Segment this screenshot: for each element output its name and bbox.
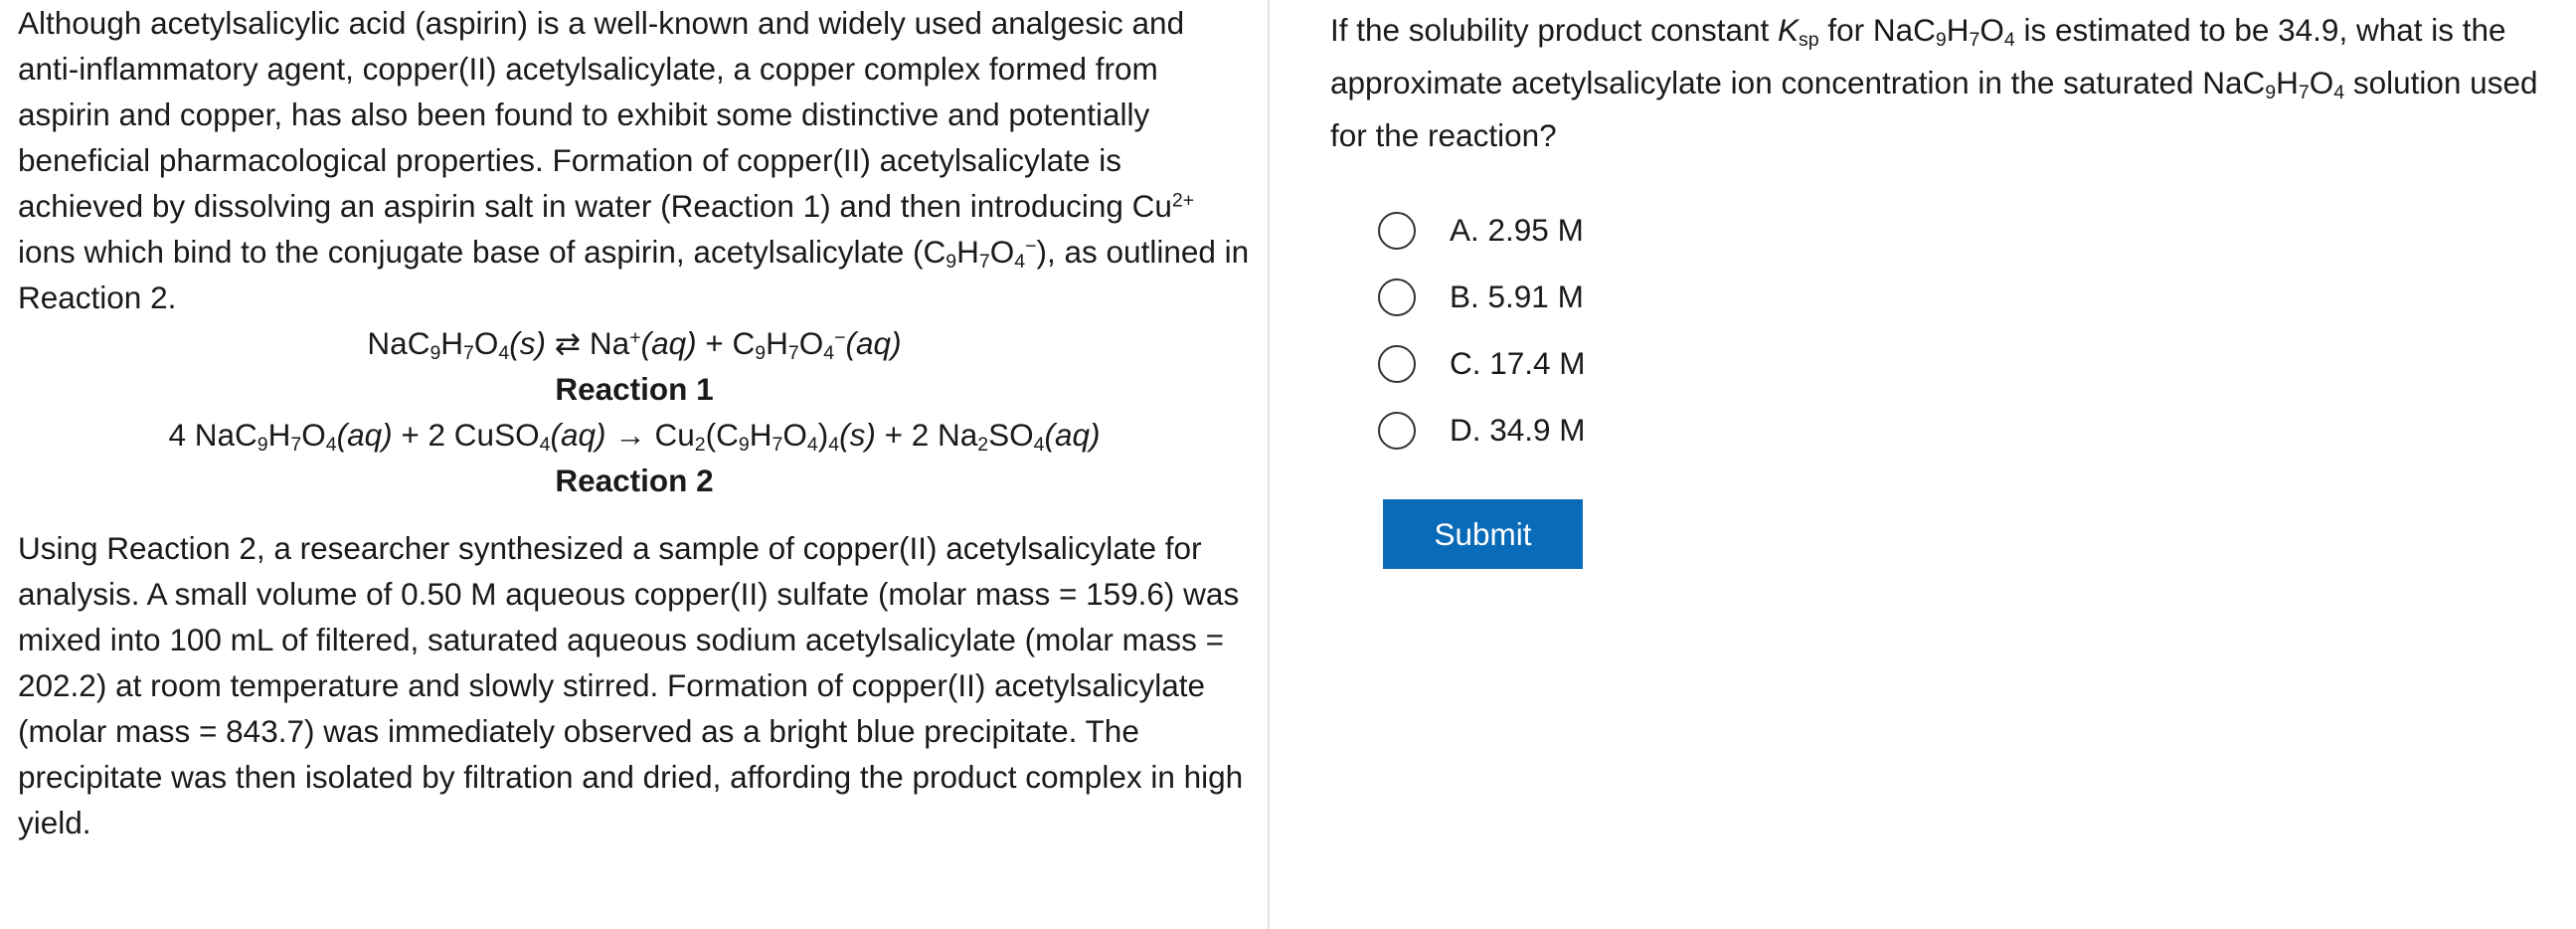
formula-text: (C <box>705 417 739 453</box>
subscript: 9 <box>429 341 441 364</box>
radio-button[interactable] <box>1378 279 1416 316</box>
formula-element: H <box>749 417 773 453</box>
formula-element: O <box>989 234 1015 270</box>
radio-button[interactable] <box>1378 212 1416 250</box>
formula-element: SO <box>988 417 1034 453</box>
formula-element: O <box>301 417 326 453</box>
formula-text: NaC <box>367 325 430 361</box>
subscript: 9 <box>257 433 268 456</box>
charge-superscript: + <box>629 326 641 349</box>
question-text-part: is estimated to be 34.9, what is the approximate acetylsalicylate ion concentration in the saturated NaC <box>1330 12 2506 100</box>
question-text-part: for NaC <box>1818 12 1936 48</box>
subscript: 7 <box>1969 28 1980 51</box>
subscript: 4 <box>498 341 510 364</box>
reaction-1-equation <box>18 320 1251 366</box>
formula-text: ) <box>817 417 829 453</box>
answer-choice-label: D. 34.9 M <box>1450 412 1586 448</box>
subscript: 9 <box>945 250 957 273</box>
formula-element: H <box>1946 12 1970 48</box>
charge-superscript: 2+ <box>1171 189 1195 212</box>
formula-element: H <box>440 325 464 361</box>
answer-choice-a[interactable] <box>1378 197 1586 264</box>
formula-text: + 2 Na <box>875 417 978 453</box>
subscript: 4 <box>806 433 818 456</box>
answer-choice-c[interactable] <box>1378 330 1586 397</box>
answer-choice-label: C. 17.4 M <box>1450 345 1586 381</box>
subscript: 7 <box>978 250 990 273</box>
formula-element: O <box>473 325 499 361</box>
subscript: sp <box>1799 28 1819 51</box>
formula-element: H <box>956 234 979 270</box>
formula-element: H <box>766 325 788 361</box>
state-label: (aq) <box>550 417 606 453</box>
equilibrium-arrow: ⇄ <box>546 325 590 361</box>
passage-paragraph-2: Using Reaction 2, a researcher synthesized a sample of copper(II) acetylsalicylate for analysis. A small volume of 0.50 M aqueous copper(II) sulfate (molar mass = 159.6) was mixed into 100 mL of filtered, saturated aqueous sodium acetylsalicylate (molar mass = 202.2) at room temperature and slowly stirred. Formation of copper(II) acetylsalicylate (molar mass = 843.7) was immediately observed as a bright blue precipitate. The precipitate was then isolated by filtration and dried, affording the product complex in high yield. <box>18 530 1244 840</box>
formula-element: O <box>1979 12 2004 48</box>
passage-text: ions which bind to the conjugate base of aspirin, acetylsalicylate (C <box>18 234 946 270</box>
state-label: (s) <box>509 325 547 361</box>
subscript: 7 <box>290 433 302 456</box>
formula-element: O <box>782 417 807 453</box>
passage <box>18 0 1251 845</box>
subscript: 7 <box>463 341 474 364</box>
question-stem <box>1330 4 2563 162</box>
subscript: 7 <box>772 433 783 456</box>
reaction-2-label: Reaction 2 <box>555 463 714 498</box>
pane-divider[interactable] <box>1268 0 1270 929</box>
state-label: (aq) <box>1044 417 1101 453</box>
radio-button[interactable] <box>1378 412 1416 450</box>
formula-element: Na <box>589 325 630 361</box>
question-text-part: If the solubility product constant <box>1330 12 1778 48</box>
subscript: 4 <box>2003 28 2015 51</box>
subscript: 4 <box>1033 433 1045 456</box>
reaction-1-label: Reaction 1 <box>555 371 714 407</box>
answer-choice-d[interactable] <box>1378 397 1586 464</box>
state-label: (aq) <box>845 325 902 361</box>
state-label: (aq) <box>336 417 393 453</box>
subscript: 9 <box>738 433 750 456</box>
question-text <box>1330 4 2563 162</box>
subscript: 2 <box>694 433 706 456</box>
subscript: 4 <box>2333 81 2345 103</box>
subscript: 9 <box>2265 81 2277 103</box>
answer-choice-label: B. 5.91 M <box>1450 279 1584 314</box>
state-label: (aq) <box>640 325 697 361</box>
radio-button[interactable] <box>1378 345 1416 383</box>
subscript: 4 <box>325 433 337 456</box>
passage-paragraph-1 <box>18 0 1251 320</box>
passage-text: ), as outlined in Reaction 2. <box>18 234 1250 315</box>
formula-element: O <box>798 325 824 361</box>
subscript: 4 <box>539 433 551 456</box>
formula-element: H <box>267 417 291 453</box>
answer-choices <box>1378 197 1586 464</box>
formula-text: 4 NaC <box>168 417 258 453</box>
question-text-part: solution used for the reaction? <box>1330 65 2538 153</box>
subscript: 9 <box>755 341 767 364</box>
charge-superscript: − <box>1025 235 1037 258</box>
subscript: 4 <box>828 433 840 456</box>
passage-text: Although acetylsalicylic acid (aspirin) is a well-known and widely used analgesic and anti-inflammatory agent, copper(II) acetylsalicylate, a copper complex formed from aspirin and copper, has also been found to exhibit some distinctive and potentially beneficial pharmacological properties. Formation of copper(II) acetylsalicylate is achieved by dissolving an aspirin salt in water (Reaction 1) and then introducing Cu <box>18 5 1185 224</box>
formula-text: + 2 CuSO <box>392 417 540 453</box>
reaction-arrow: → Cu <box>605 417 695 453</box>
subscript: 9 <box>1935 28 1947 51</box>
formula-element: O <box>2309 65 2334 100</box>
answer-choice-b[interactable] <box>1378 264 1586 330</box>
plus-sign: + <box>696 325 733 361</box>
formula-element: C <box>732 325 756 361</box>
submit-button[interactable]: Submit <box>1383 499 1583 569</box>
subscript: 7 <box>787 341 799 364</box>
subscript: 7 <box>2298 81 2310 103</box>
subscript: 4 <box>1014 250 1026 273</box>
subscript: 4 <box>823 341 835 364</box>
charge-superscript: − <box>834 326 846 349</box>
reaction-2-equation <box>18 412 1251 458</box>
formula-element: H <box>2276 65 2299 100</box>
answer-choice-label: A. 2.95 M <box>1450 212 1584 248</box>
ksp-symbol: K <box>1778 12 1800 48</box>
subscript: 2 <box>977 433 989 456</box>
state-label: (s) <box>839 417 876 453</box>
